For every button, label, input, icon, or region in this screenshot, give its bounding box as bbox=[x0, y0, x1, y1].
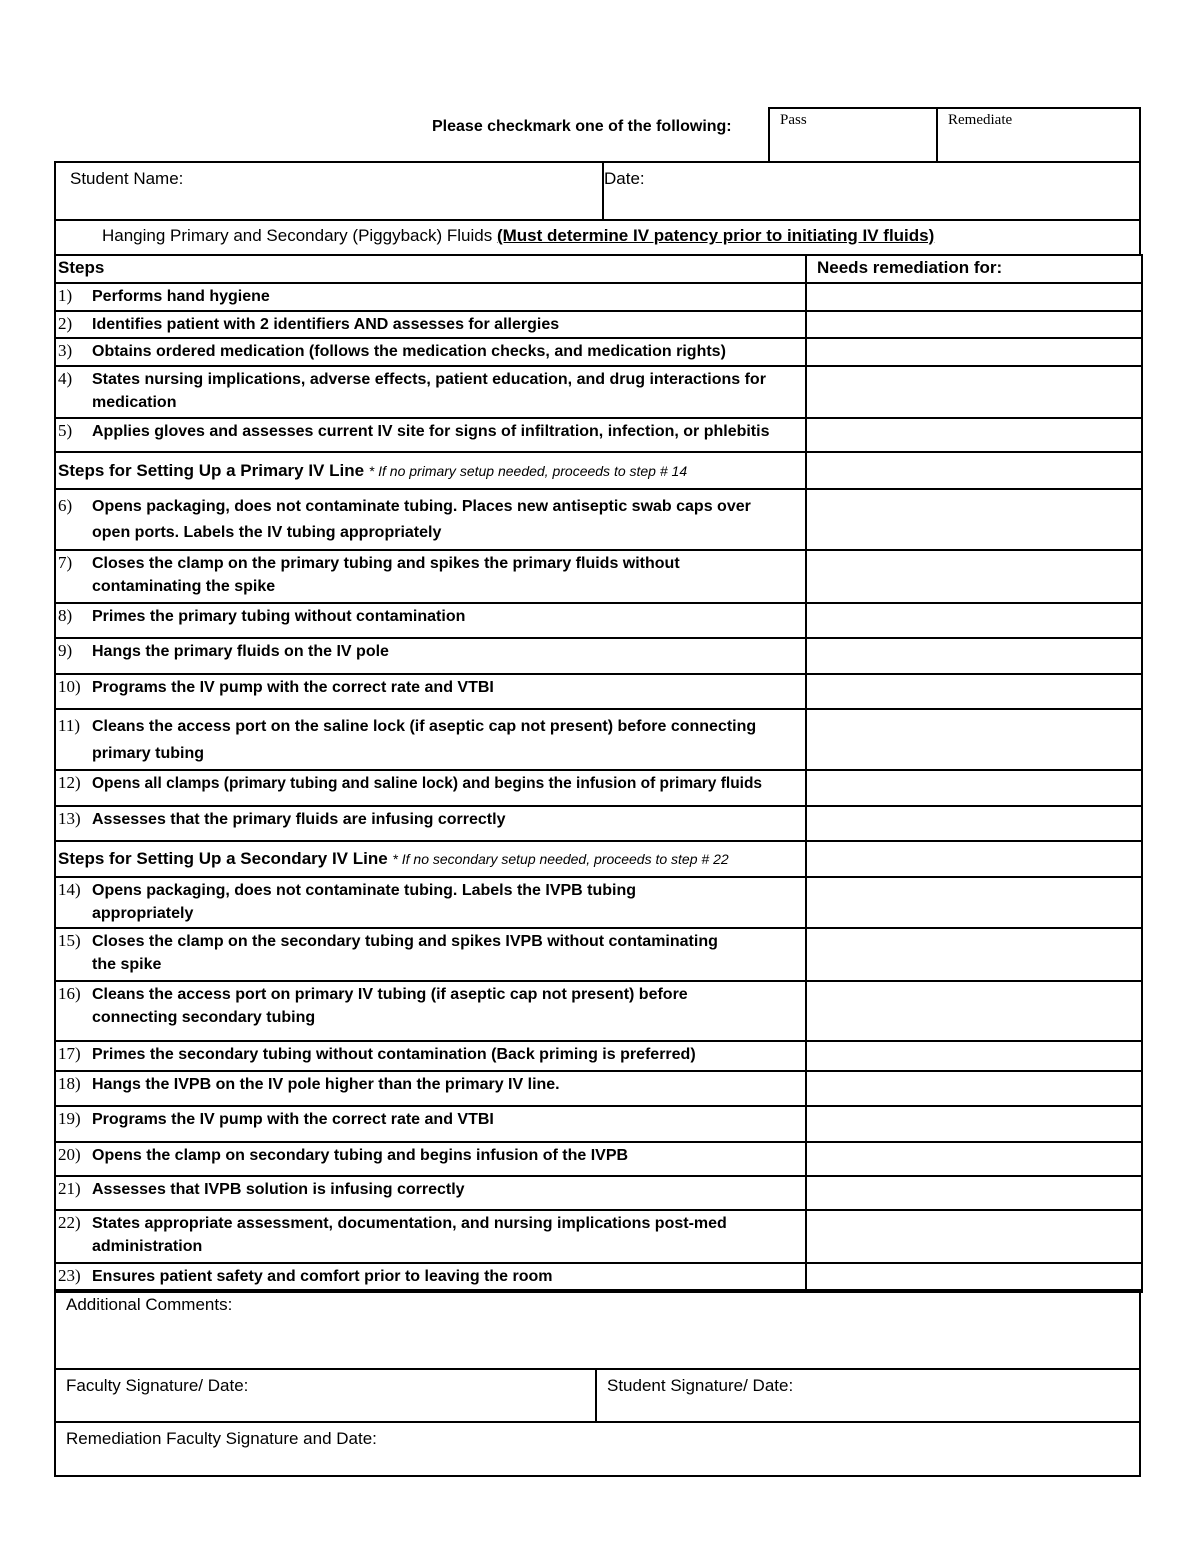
remediation-column-header: Needs remediation for: bbox=[817, 258, 1003, 277]
step-text: Closes the clamp on the secondary tubing and spikes IVPB without contaminating bbox=[92, 933, 718, 950]
primary-section-title: Steps for Setting Up a Primary IV Line bbox=[58, 460, 369, 480]
table-row bbox=[55, 366, 1142, 418]
remediation-cell[interactable] bbox=[806, 338, 1142, 366]
remediation-cell[interactable] bbox=[806, 1071, 1142, 1106]
step-number: 8) bbox=[58, 606, 73, 625]
step-number: 5) bbox=[58, 421, 73, 440]
step-text: Primes the primary tubing without contamination bbox=[92, 608, 466, 625]
remediation-cell[interactable] bbox=[806, 1041, 1142, 1071]
step-text-continued: open ports. Labels the IV tubing appropriately bbox=[92, 524, 442, 541]
form-title-row bbox=[54, 219, 1141, 256]
step-number: 3) bbox=[58, 341, 73, 360]
remediation-cell[interactable] bbox=[806, 452, 1142, 489]
table-row bbox=[55, 928, 1142, 981]
step-number: 16) bbox=[58, 984, 81, 1003]
step-text: Assesses that IVPB solution is infusing correctly bbox=[92, 1181, 465, 1198]
remediation-signature-field[interactable] bbox=[54, 1421, 1141, 1477]
table-row bbox=[55, 638, 1142, 674]
table-header-row bbox=[55, 255, 1142, 283]
step-text: States nursing implications, adverse effects, patient education, and drug interactions for bbox=[92, 371, 766, 388]
step-text-continued: contaminating the spike bbox=[92, 578, 276, 595]
remediate-label: Remediate bbox=[948, 112, 1013, 128]
step-text: Opens packaging, does not contaminate tubing. Labels the IVPB tubing bbox=[92, 882, 637, 899]
step-number: 22) bbox=[58, 1213, 81, 1232]
table-row bbox=[55, 1263, 1142, 1292]
step-text: Cleans the access port on the saline lock (if aseptic cap not present) before connecting bbox=[92, 718, 757, 735]
table-row bbox=[55, 283, 1142, 311]
student-name-field[interactable] bbox=[54, 161, 604, 221]
remediation-cell[interactable] bbox=[806, 603, 1142, 638]
secondary-section-title: Steps for Setting Up a Secondary IV Line bbox=[58, 849, 393, 868]
remediation-cell[interactable] bbox=[806, 928, 1142, 981]
pass-checkbox[interactable] bbox=[768, 107, 938, 163]
remediation-cell[interactable] bbox=[806, 981, 1142, 1041]
step-number: 18) bbox=[58, 1074, 81, 1093]
table-row bbox=[55, 1142, 1142, 1176]
pass-label: Pass bbox=[780, 112, 807, 128]
table-row bbox=[55, 1176, 1142, 1210]
step-text: States appropriate assessment, documentation, and nursing implications post-med bbox=[92, 1215, 727, 1232]
remediation-cell[interactable] bbox=[806, 806, 1142, 841]
additional-comments-field[interactable] bbox=[54, 1289, 1141, 1370]
step-number: 19) bbox=[58, 1109, 81, 1128]
step-text-continued: connecting secondary tubing bbox=[92, 1009, 316, 1026]
student-signature-label: Student Signature/ Date: bbox=[607, 1376, 794, 1395]
remediation-cell[interactable] bbox=[806, 1210, 1142, 1263]
remediation-cell[interactable] bbox=[806, 311, 1142, 338]
step-number: 11) bbox=[58, 716, 81, 735]
step-number: 2) bbox=[58, 314, 73, 333]
table-row bbox=[55, 1210, 1142, 1263]
step-text: Opens packaging, does not contaminate tubing. Places new antiseptic swab caps over bbox=[92, 498, 751, 515]
remediation-cell[interactable] bbox=[806, 418, 1142, 452]
step-text: Opens the clamp on secondary tubing and begins infusion of the IVPB bbox=[92, 1147, 629, 1164]
step-number: 9) bbox=[58, 641, 73, 660]
section-row-secondary bbox=[55, 841, 1142, 877]
table-row bbox=[55, 981, 1142, 1041]
step-number: 4) bbox=[58, 369, 73, 388]
remediation-cell[interactable] bbox=[806, 674, 1142, 709]
step-number: 23) bbox=[58, 1266, 81, 1285]
table-row bbox=[55, 770, 1142, 806]
table-row bbox=[55, 1041, 1142, 1071]
step-text-continued: appropriately bbox=[92, 905, 194, 922]
date-field[interactable] bbox=[602, 161, 1141, 221]
section-row-primary bbox=[55, 452, 1142, 489]
step-text-continued: the spike bbox=[92, 956, 162, 973]
remediation-cell[interactable] bbox=[806, 550, 1142, 603]
step-number: 20) bbox=[58, 1145, 81, 1164]
steps-table bbox=[54, 254, 1143, 1293]
form-title: Hanging Primary and Secondary (Piggyback) Fluids bbox=[102, 226, 497, 245]
step-text-continued: administration bbox=[92, 1238, 203, 1255]
table-row bbox=[55, 311, 1142, 338]
step-number: 21) bbox=[58, 1179, 81, 1198]
step-text: Applies gloves and assesses current IV site for signs of infiltration, infection, or phlebitis bbox=[92, 423, 770, 440]
faculty-signature-label: Faculty Signature/ Date: bbox=[66, 1376, 249, 1395]
table-row bbox=[55, 338, 1142, 366]
step-text: Closes the clamp on the primary tubing and spikes the primary fluids without bbox=[92, 555, 680, 572]
table-row bbox=[55, 1071, 1142, 1106]
step-text: Hangs the IVPB on the IV pole higher than the primary IV line. bbox=[92, 1076, 560, 1093]
step-text: Hangs the primary fluids on the IV pole bbox=[92, 643, 389, 660]
step-text: Identifies patient with 2 identifiers AND assesses for allergies bbox=[92, 316, 560, 333]
table-row bbox=[55, 806, 1142, 841]
remediate-checkbox[interactable] bbox=[936, 107, 1141, 163]
student-signature-field[interactable] bbox=[595, 1368, 1141, 1423]
step-number: 1) bbox=[58, 286, 73, 305]
step-text: Programs the IV pump with the correct rate and VTBI bbox=[92, 1111, 494, 1128]
remediation-cell[interactable] bbox=[806, 366, 1142, 418]
step-number: 12) bbox=[58, 773, 81, 792]
additional-comments-label: Additional Comments: bbox=[66, 1295, 233, 1314]
remediation-cell[interactable] bbox=[806, 1176, 1142, 1210]
remediation-cell[interactable] bbox=[806, 709, 1142, 770]
remediation-cell[interactable] bbox=[806, 1142, 1142, 1176]
step-text-continued: medication bbox=[92, 394, 177, 411]
step-number: 6) bbox=[58, 496, 73, 515]
checkmark-prompt: Please checkmark one of the following: bbox=[432, 118, 732, 135]
remediation-cell[interactable] bbox=[806, 1106, 1142, 1142]
remediation-cell[interactable] bbox=[806, 877, 1142, 928]
faculty-signature-field[interactable] bbox=[54, 1368, 597, 1423]
date-label: Date: bbox=[604, 169, 645, 188]
step-number: 15) bbox=[58, 931, 81, 950]
remediation-cell[interactable] bbox=[806, 841, 1142, 877]
step-text: Performs hand hygiene bbox=[92, 288, 270, 305]
table-row bbox=[55, 418, 1142, 452]
step-number: 13) bbox=[58, 809, 81, 828]
step-text: Assesses that the primary fluids are infusing correctly bbox=[92, 811, 506, 828]
table-row bbox=[55, 489, 1142, 550]
steps-column-header: Steps bbox=[58, 258, 105, 277]
table-row bbox=[55, 877, 1142, 928]
remediation-cell[interactable] bbox=[806, 638, 1142, 674]
remediation-cell[interactable] bbox=[806, 770, 1142, 806]
table-row bbox=[55, 1106, 1142, 1142]
secondary-section-note: * If no secondary setup needed, proceeds to step # 22 bbox=[392, 851, 729, 867]
step-number: 10) bbox=[58, 677, 81, 696]
step-text: Opens all clamps (primary tubing and saline lock) and begins the infusion of primary fluids bbox=[92, 775, 763, 792]
step-number: 17) bbox=[58, 1044, 81, 1063]
remediation-cell[interactable] bbox=[806, 283, 1142, 311]
step-text: Programs the IV pump with the correct rate and VTBI bbox=[92, 679, 494, 696]
primary-section-note: * If no primary setup needed, proceeds to step # 14 bbox=[368, 462, 688, 479]
step-text: Obtains ordered medication (follows the medication checks, and medication rights) bbox=[92, 343, 726, 360]
remediation-cell[interactable] bbox=[806, 489, 1142, 550]
table-row bbox=[55, 550, 1142, 603]
remediation-cell[interactable] bbox=[806, 1263, 1142, 1292]
step-text: Ensures patient safety and comfort prior to leaving the room bbox=[92, 1268, 553, 1285]
table-row bbox=[55, 674, 1142, 709]
step-text: Primes the secondary tubing without contamination (Back priming is preferred) bbox=[92, 1046, 696, 1063]
step-number: 14) bbox=[58, 880, 81, 899]
step-number: 7) bbox=[58, 553, 73, 572]
step-text-continued: primary tubing bbox=[92, 745, 205, 762]
form-title-emphasis: (Must determine IV patency prior to initiating IV fluids) bbox=[496, 226, 935, 245]
table-row bbox=[55, 709, 1142, 770]
student-name-label: Student Name: bbox=[70, 169, 184, 188]
remediation-signature-label: Remediation Faculty Signature and Date: bbox=[66, 1429, 377, 1448]
step-text: Cleans the access port on primary IV tubing (if aseptic cap not present) before bbox=[92, 986, 688, 1003]
table-row bbox=[55, 603, 1142, 638]
